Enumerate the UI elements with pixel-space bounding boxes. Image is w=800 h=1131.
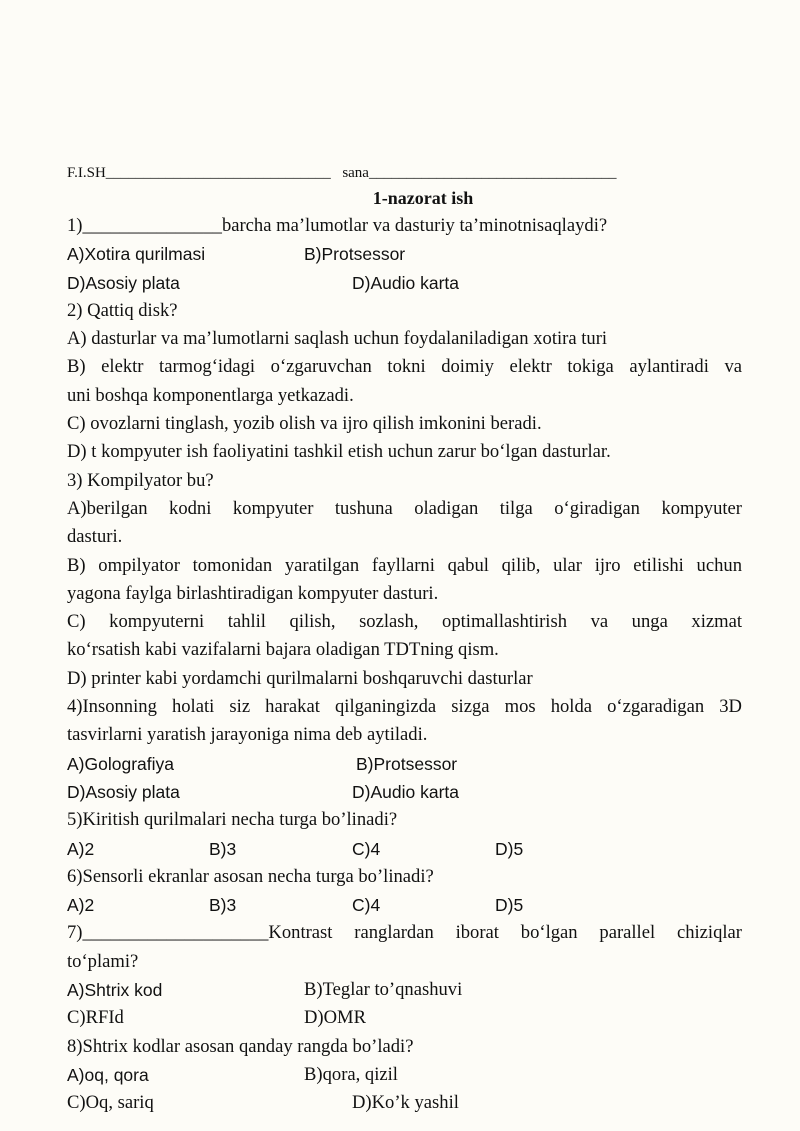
text-line: 3) Kompilyator bu? — [67, 469, 214, 491]
answer-option: D)Ko’k yashil — [352, 1092, 459, 1114]
answer-option: A)2 — [67, 895, 95, 916]
text-line: 5)Kiritish qurilmalari necha turga bo’linadi? — [67, 809, 398, 831]
text-line: 6)Sensorli ekranlar asosan necha turga bo’linadi? — [67, 865, 434, 887]
document-title: 1-nazorat ish — [372, 188, 474, 208]
answer-option: D)OMR — [304, 1007, 366, 1029]
answer-option: A)Golografiya — [67, 753, 174, 774]
answer-option: C)4 — [352, 838, 381, 859]
answer-option: D)Asosiy plata — [67, 272, 180, 293]
text-line: to‘plami? — [67, 950, 139, 972]
answer-option: D)5 — [495, 838, 524, 859]
answer-option: D)Asosiy plata — [67, 781, 180, 802]
answer-option: A)2 — [67, 838, 95, 859]
answer-options-row — [67, 778, 742, 806]
answer-option: B)3 — [209, 838, 237, 859]
text-line: A) dasturlar va ma’lumotlarni saqlash uchun foydalaniladigan xotira turi — [67, 328, 608, 350]
text-line: ko‘rsatish kabi vazifalarni bajara oladigan TDTning qism. — [67, 639, 499, 661]
answer-option: A)Xotira qurilmasi — [67, 244, 206, 265]
text-line: 2) Qattiq disk? — [67, 299, 178, 321]
answer-option: D)Audio karta — [352, 781, 459, 802]
answer-option: B)qora, qizil — [304, 1063, 398, 1085]
name-field-label: F.I.SH______________________________ — [67, 165, 331, 181]
text-line: 4)Insonning holati siz harakat qilganingizda sizga mos holda o‘zgaradigan 3D — [67, 696, 742, 718]
answer-option: C)RFId — [67, 1007, 124, 1029]
answer-option: A)oq, qora — [67, 1064, 149, 1085]
answer-options-row — [67, 1061, 742, 1089]
text-line: 1)_______________barcha ma’lumotlar va dasturiy ta’minotnisaqlaydi? — [67, 215, 608, 236]
answer-option: B)Protsessor — [356, 753, 458, 774]
answer-options-row — [67, 835, 742, 863]
text-line: B) ompilyator tomonidan yaratilgan fayllarni qabul qilib, ular ijro etilishi uchun — [67, 554, 742, 576]
text-line: 7)____________________Kontrast ranglardan iborat bo‘lgan parallel chiziqlar — [67, 922, 742, 944]
answer-options-row — [67, 750, 742, 778]
answer-options-row — [67, 1004, 742, 1032]
text-line: C) kompyuterni tahlil qilish, sozlash, optimallashtirish va unga xizmat — [67, 611, 742, 633]
text-line: D) t kompyuter ish faoliyatini tashkil etish uchun zarur bo‘lgan dasturlar. — [67, 441, 611, 463]
answer-option: B)Protsessor — [304, 244, 406, 265]
answer-option: B)3 — [209, 895, 237, 916]
answer-option: C)Oq, sariq — [67, 1092, 154, 1114]
text-line: uni boshqa komponentlarga yetkazadi. — [67, 384, 354, 406]
answer-options-row — [67, 269, 742, 297]
answer-option: A)Shtrix kod — [67, 980, 163, 1001]
answer-options-row — [67, 1089, 742, 1117]
header-line — [67, 163, 616, 183]
quiz-body — [67, 212, 742, 1118]
text-line: B) elektr tarmog‘idagi o‘zgaruvchan tokni doimiy elektr tokiga aylantiradi va — [67, 356, 742, 378]
answer-option: B)Teglar to’qnashuvi — [304, 979, 463, 1001]
text-line: C) ovozlarni tinglash, yozib olish va ijro qilish imkonini beradi. — [67, 413, 542, 435]
date-field-label: sana_________________________________ — [342, 165, 617, 181]
text-line: A)berilgan kodni kompyuter tushuna oladigan tilga o‘giradigan kompyuter — [67, 497, 742, 519]
text-line: yagona faylga birlashtiradigan kompyuter dasturi. — [67, 582, 439, 604]
answer-option: D)Audio karta — [352, 272, 459, 293]
answer-option: C)4 — [352, 895, 381, 916]
answer-options-row — [67, 976, 742, 1004]
answer-options-row — [67, 891, 742, 919]
text-line: dasturi. — [67, 526, 123, 548]
text-line: tasvirlarni yaratish jarayoniga nima deb aytiladi. — [67, 724, 428, 746]
text-line: D) printer kabi yordamchi qurilmalarni boshqaruvchi dasturlar — [67, 667, 533, 689]
answer-option: D)5 — [495, 895, 524, 916]
answer-options-row — [67, 240, 742, 268]
text-line: 8)Shtrix kodlar asosan qanday rangda bo’ladi? — [67, 1035, 414, 1057]
